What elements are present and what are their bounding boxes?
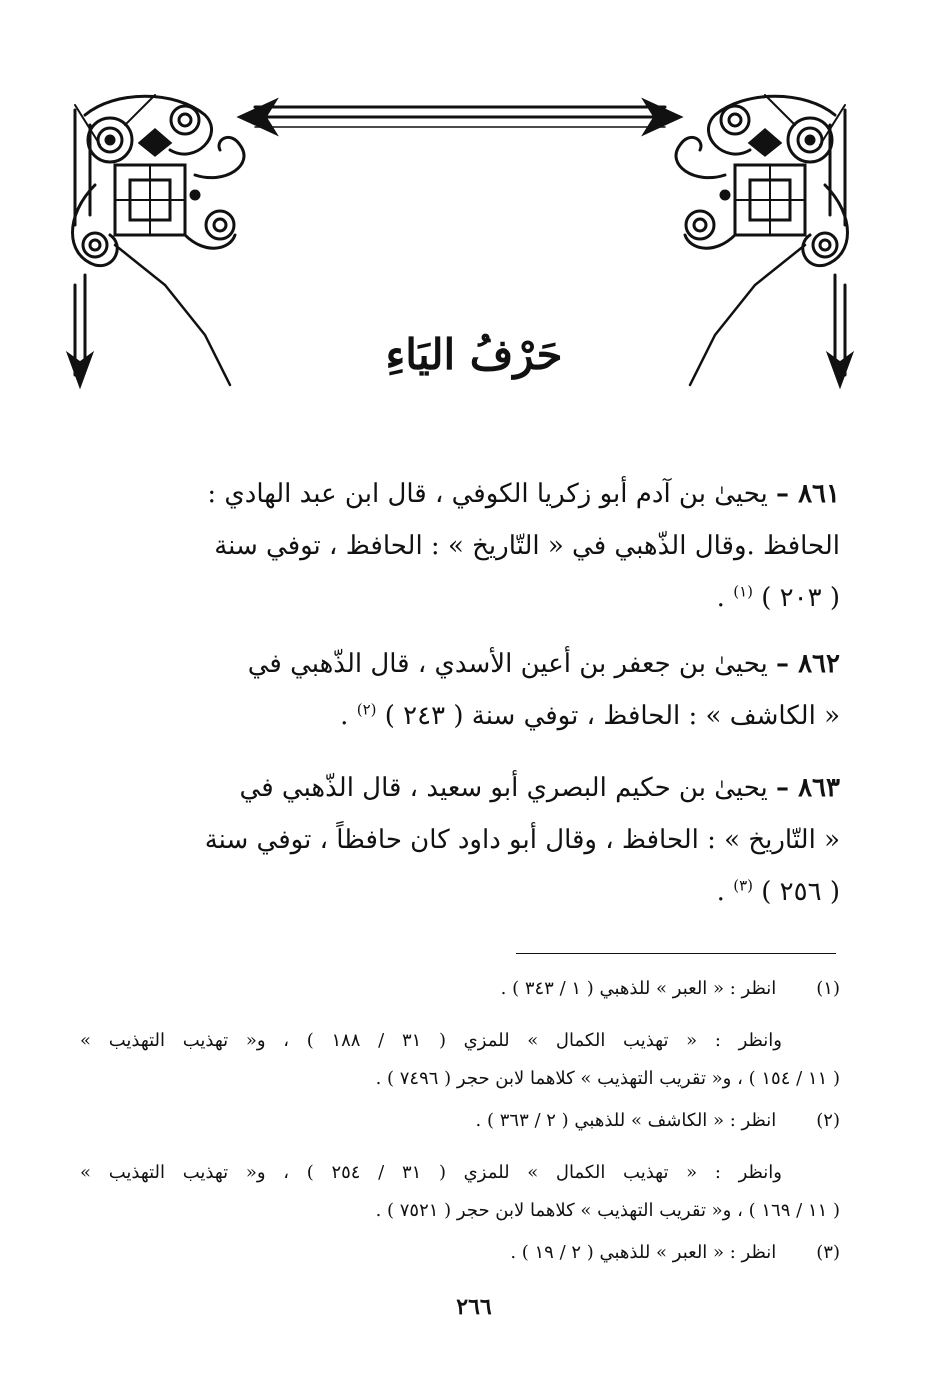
footnote-ref[interactable]: (١) [733, 582, 753, 601]
entry-text: ( ٢٠٣ ) [761, 583, 840, 613]
entry-line: « التّاريخ » : الحافظ ، وقال أبو داود كان حافظاً ، توفي سنة [204, 825, 840, 855]
entry-text: يحيىٰ بن آدم أبو زكريا الكوفي ، قال ابن عبد الهادي : [207, 479, 768, 509]
footnote-2-continued [80, 1154, 840, 1230]
footnote-text: انظر : « العبر » للذهبي ( ٢ / ١٩ ) . [510, 1242, 777, 1263]
entry-number: ٨٦١ – [776, 479, 840, 509]
entry-tail: . [716, 583, 725, 613]
footnote-2 [80, 1102, 840, 1140]
entry-tail: . [716, 877, 725, 907]
footnote-divider [516, 953, 836, 954]
page-number: ٢٦٦ [456, 1294, 492, 1320]
entry-number: ٨٦٣ – [776, 773, 840, 803]
entry-line [80, 690, 840, 742]
footnote-line: ( ١١ / ١٦٩ ) ، و« تقريب التهذيب » كلاهما لابن حجر ( ٧٥٢١ ) . [375, 1200, 840, 1221]
entry-text: يحيىٰ بن حكيم البصري أبو سعيد ، قال الذّهبي في [239, 773, 768, 803]
footnote-line: ( ١١ / ١٥٤ ) ، و« تقريب التهذيب » كلاهما لابن حجر ( ٧٤٩٦ ) . [375, 1068, 840, 1089]
entry-line: الحافظ .وقال الذّهبي في « التّاريخ » : الحافظ ، توفي سنة [214, 531, 840, 561]
entry-line [80, 866, 840, 918]
footnote-number: (١) [816, 978, 840, 999]
footnote-text: انظر : « الكاشف » للذهبي ( ٢ / ٣٦٣ ) . [475, 1110, 777, 1131]
footnote-line: وانظر : « تهذيب الكمال » للمزي ( ٣١ / ١٨٨ ) ، و« تهذيب التهذيب » [80, 1030, 782, 1051]
entry-text: يحيىٰ بن جعفر بن أعين الأسدي ، قال الذّهبي في [247, 649, 768, 679]
entry-text: « الكاشف » : الحافظ ، توفي سنة ( ٢٤٣ ) [384, 701, 840, 731]
entry-862 [80, 638, 840, 742]
footnote-ref[interactable]: (٣) [733, 876, 753, 895]
entry-text: ( ٢٥٦ ) [761, 877, 840, 907]
footnote-3 [80, 1234, 840, 1272]
entry-line [80, 468, 840, 520]
footnote-text: انظر : « العبر » للذهبي ( ١ / ٣٤٣ ) . [500, 978, 777, 999]
entry-line [80, 572, 840, 624]
entry-tail: . [340, 701, 349, 731]
footnote-1-continued [80, 1022, 840, 1098]
footnote-number: (٢) [816, 1110, 840, 1131]
footnote-1 [80, 970, 840, 1008]
entry-line [80, 762, 840, 814]
footnote-number: (٣) [816, 1242, 840, 1263]
entry-number: ٨٦٢ – [776, 649, 840, 679]
footnote-ref[interactable]: (٢) [356, 700, 377, 719]
entry-861 [80, 468, 840, 624]
entry-line [80, 638, 840, 690]
section-heading: حَرْفُ اليَاءِ [385, 330, 563, 379]
footnote-line: وانظر : « تهذيب الكمال » للمزي ( ٣١ / ٢٥٤ ) ، و« تهذيب التهذيب » [80, 1162, 782, 1183]
entry-863 [80, 762, 840, 918]
